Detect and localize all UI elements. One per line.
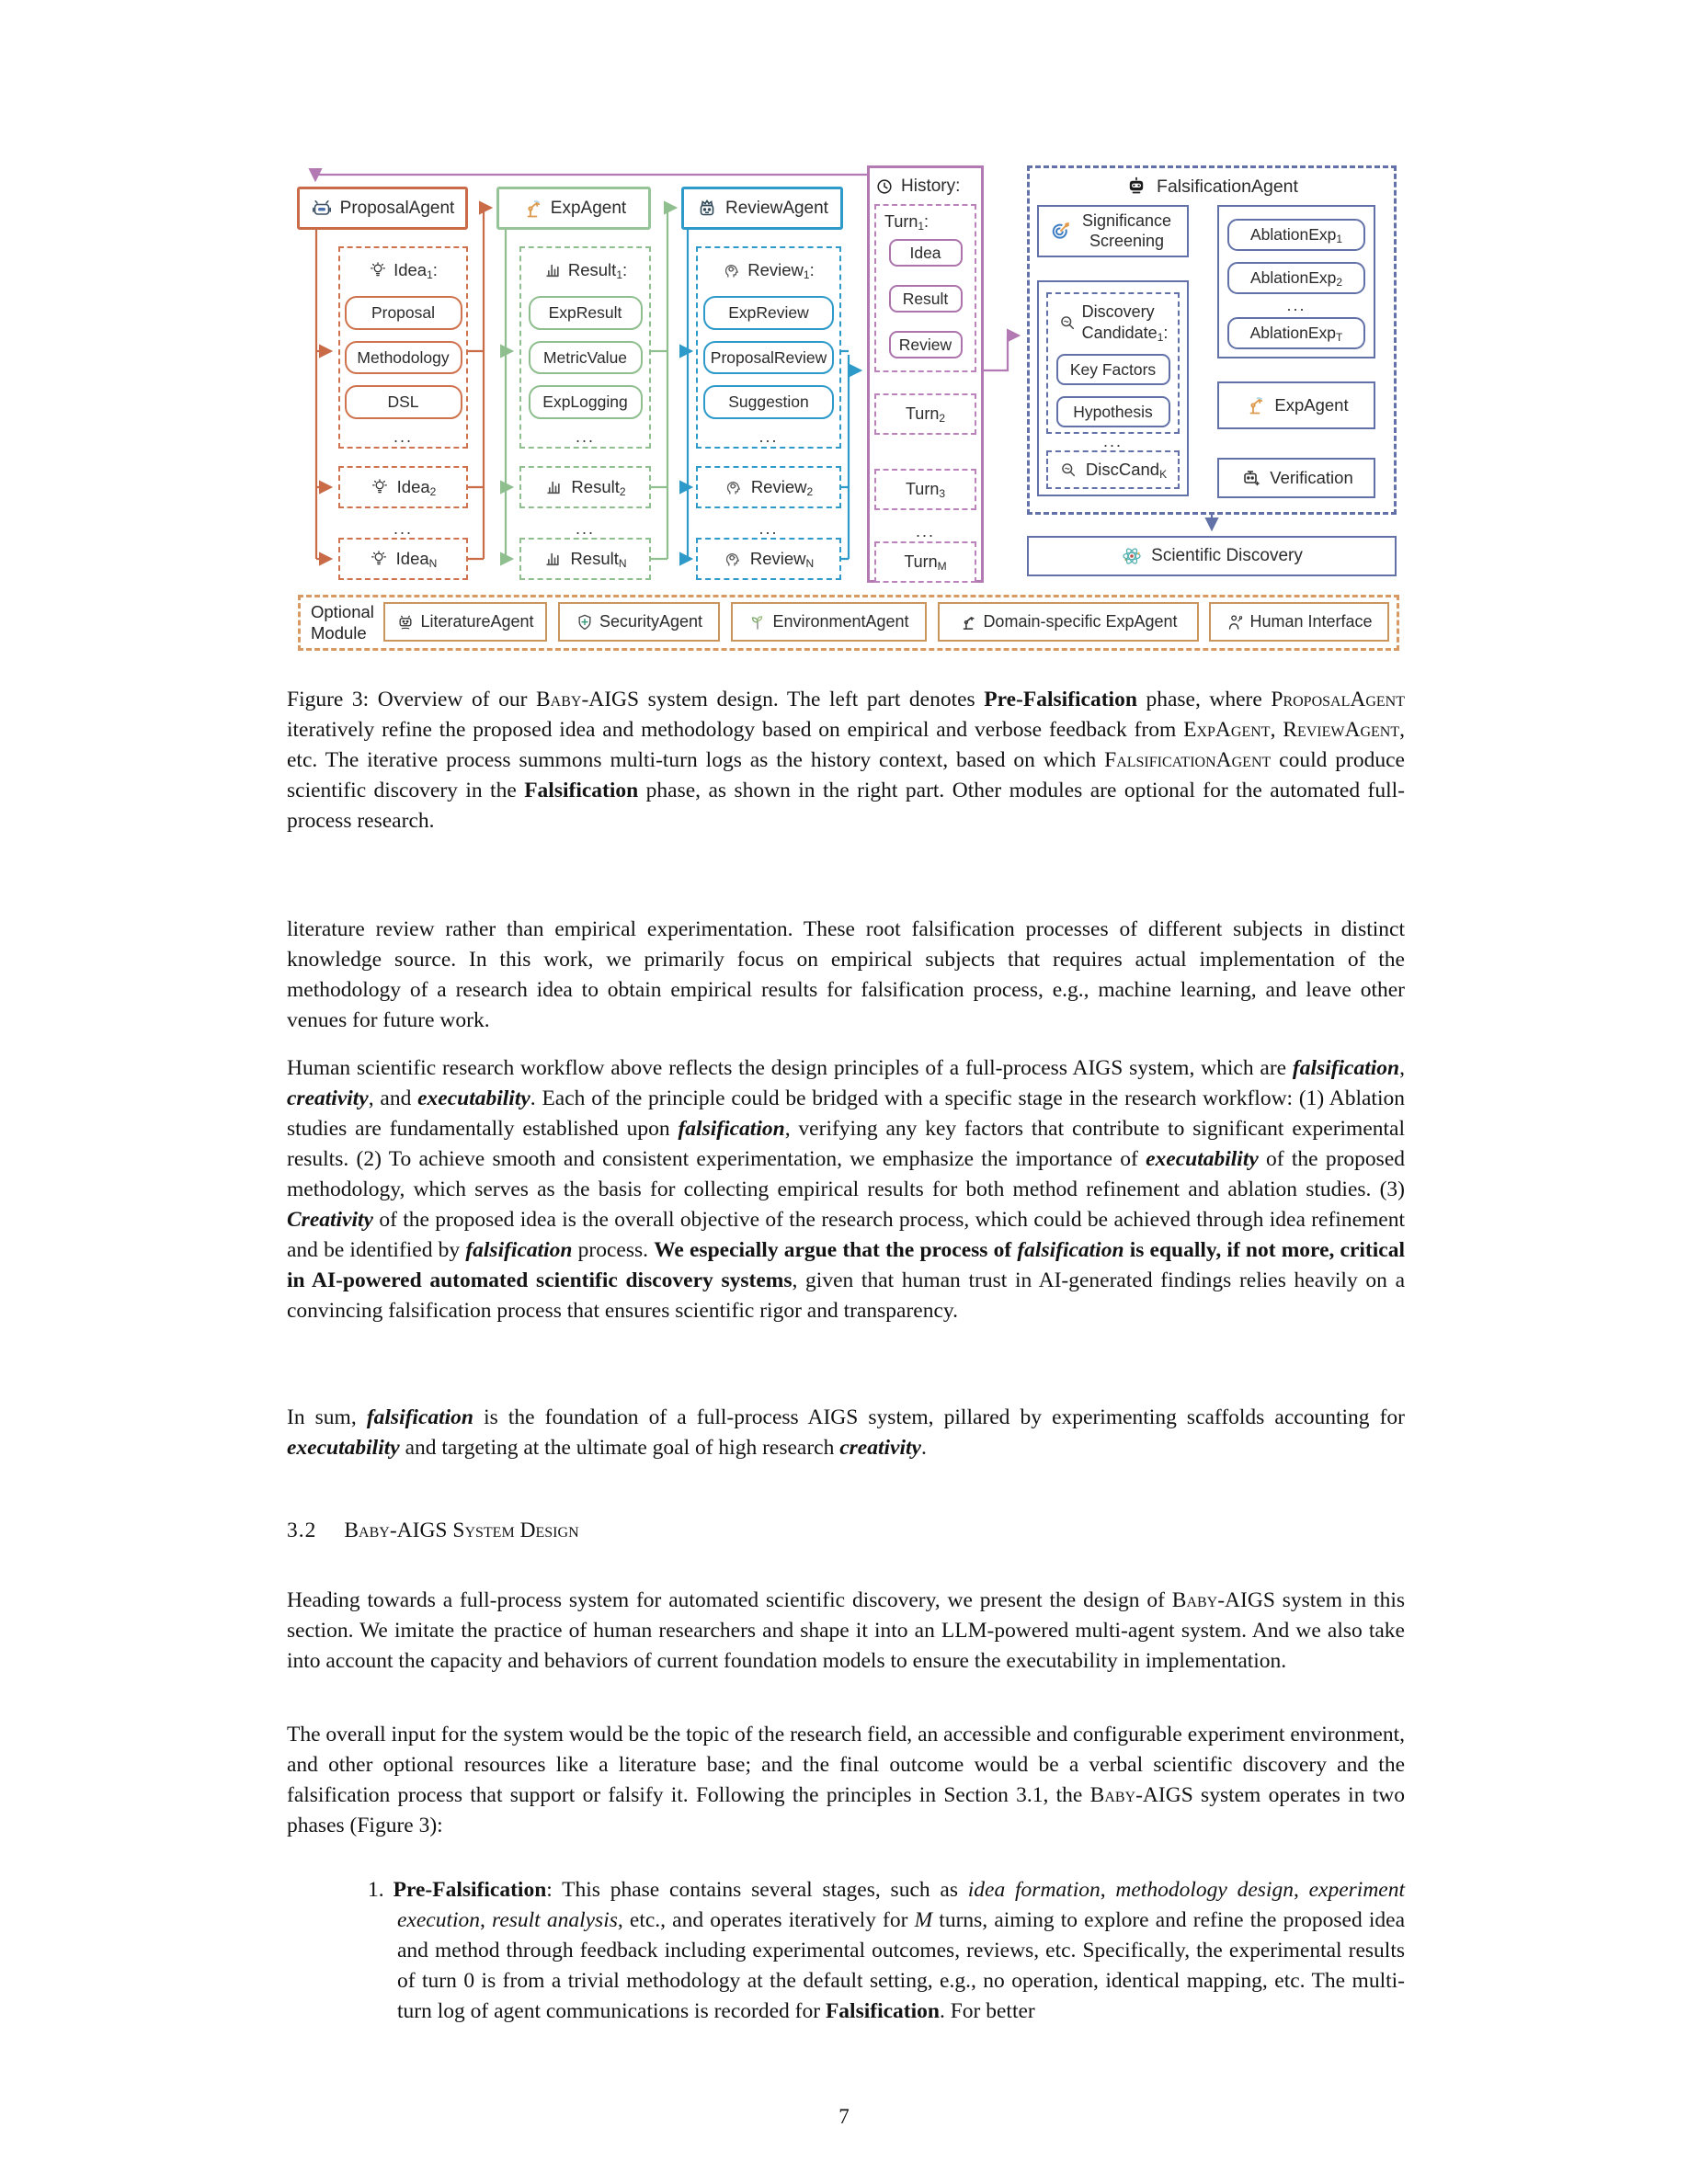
scientific-discovery-label: Scientific Discovery — [1151, 546, 1303, 565]
robot-arm-icon — [521, 198, 543, 220]
literature-robot-icon — [396, 613, 415, 631]
ablation-container — [1217, 205, 1375, 358]
human-interface-module — [1209, 602, 1389, 642]
head-gear-icon — [723, 261, 741, 279]
robot-arm-dark-icon — [959, 613, 977, 631]
exp-agent-header — [496, 187, 651, 230]
paragraph-3: In sum, falsification is the foundation of a full-process AIGS system, pillared by experimenting scaffolds accounting for executability and targeting at the ultimate goal of high research creativity. — [287, 1405, 1406, 1460]
idea1-label: Idea$_1$: — [393, 260, 438, 281]
candidate-ellipsis: ... — [1102, 432, 1123, 450]
figure-caption: Figure 3: Overview of our Baby-AIGS system design. The left part denotes Pre-Falsification phase, where ProposalAgent iteratively refine the proposed idea and methodology based on empirical and verbose feedback from ExpAgent, ReviewAgent, etc. The iterative process summons multi-turn logs as the history context, based on which FalsificationAgent could produce scientific discovery in the Falsification phase, as shown in the right part. Other modules are optional for the automated full-process research. — [287, 688, 1406, 833]
suggestion-box: Suggestion — [703, 385, 834, 419]
magnifier-icon — [1059, 461, 1078, 479]
scientific-discovery-bar — [1027, 536, 1397, 576]
history-review-box: Review — [889, 331, 963, 358]
target-icon — [1049, 221, 1071, 243]
idea-group-1 — [338, 246, 468, 449]
idea-group-n — [338, 538, 468, 580]
idea-group-2 — [338, 466, 468, 508]
history-title: History: — [901, 176, 961, 196]
falsification-expagent-label: ExpAgent — [1274, 395, 1349, 415]
disccandk-label: DiscCand$_K$ — [1059, 460, 1167, 480]
head-gear-icon — [724, 550, 742, 568]
result-group-n — [519, 538, 651, 580]
verification-label: Verification — [1270, 468, 1353, 487]
review2-label: Review$_2$ — [724, 468, 813, 506]
section-title: Baby-AIGS System Design — [344, 1519, 579, 1542]
reviewn-label: Review$_N$ — [724, 540, 814, 578]
history-idea-box: Idea — [889, 239, 963, 267]
head-gear-icon — [724, 478, 743, 496]
verification-robot-icon — [1239, 467, 1261, 489]
proposal-box: Proposal — [345, 296, 462, 330]
review1-label-row — [723, 256, 815, 285]
history-title-row — [867, 173, 984, 200]
verification-box — [1217, 458, 1375, 498]
history-result-box: Result — [889, 285, 963, 313]
section-heading — [287, 1519, 1405, 1543]
paragraph-2: Human scientific research workflow above reflects the design principles of a full-process AIGS system, which are falsification, creativity, and executability. Each of the principle could be bridged with a specific stage in the research workflow: (1) Ablation studies are fundamentally established upon falsification, verifying any key factors that contribute to significant experimental results. (2) To achieve smooth and consistent experimentation, we emphasize the importance of executability of the proposed methodology, which serves as the basis for collecting empirical results for both method refinement and ablation studies. (3) Creativity of the proposed idea is the overall objective of the research process, which could be achieved through idea refinement and be identified by falsification process. We especially argue that the process of falsification is equally, if not more, critical in AI-powered automated scientific discovery systems, given that human trust in AI-generated findings relies heavily on a convincing falsification process that ensures scientific rigor and transparency. — [287, 1056, 1406, 1323]
atom-icon — [1121, 545, 1143, 567]
sprout-icon — [748, 613, 767, 631]
proposalreview-box: ProposalReview — [703, 341, 834, 375]
result1-label: Result$_1$: — [567, 260, 628, 281]
list-number: 1. — [368, 1878, 384, 1902]
idea2-label: Idea$_2$ — [371, 468, 437, 506]
idea-mid-ellipsis: ... — [393, 519, 413, 538]
explogging-box: ExpLogging — [529, 385, 643, 419]
ablation-ellipsis: ... — [1286, 296, 1306, 314]
literature-agent-module — [383, 602, 547, 642]
human-interface-label: Human Interface — [1249, 612, 1373, 631]
review-agent-header — [681, 187, 843, 230]
environment-agent-module — [731, 602, 927, 642]
key-factors-box: Key Factors — [1056, 354, 1170, 385]
falsification-title-row — [1027, 173, 1397, 200]
figure-3-diagram — [283, 147, 1405, 662]
idea1-label-row — [369, 256, 438, 285]
turn3-box: Turn$_3$ — [874, 469, 976, 510]
review1-ellipsis: ... — [758, 427, 779, 447]
turn1-box — [874, 204, 976, 372]
literature-agent-label: LiteratureAgent — [420, 612, 534, 631]
lightbulb-icon — [370, 550, 388, 568]
result1-ellipsis: ... — [575, 427, 595, 447]
expresult-box: ExpResult — [529, 296, 643, 330]
paragraph-1: literature review rather than empirical experimentation. These root falsification processes of different subjects in distinct knowledge source. In this work, we primarily focus on empirical subjects that requires actual implementation of the methodology of a research idea to obtain empirical results for falsification process, e.g., machine learning, and leave other venues for future work. — [287, 917, 1405, 1032]
turnm-box: Turn$_M$ — [874, 541, 976, 583]
falsification-title: FalsificationAgent — [1157, 176, 1298, 197]
turn1-label: Turn$_1$: — [884, 212, 930, 233]
result-group-1 — [519, 246, 651, 449]
lightbulb-icon — [369, 261, 387, 279]
idea1-ellipsis: ... — [393, 427, 413, 447]
hypothesis-box: Hypothesis — [1056, 396, 1170, 427]
result-group-2 — [519, 466, 651, 508]
methodology-box: Methodology — [345, 341, 462, 375]
proposal-agent-title: ProposalAgent — [339, 198, 455, 218]
discovery-candidate1-box — [1046, 292, 1180, 434]
turn2-box: Turn$_2$ — [874, 393, 976, 435]
domain-expagent-label: Domain-specific ExpAgent — [983, 612, 1178, 631]
exp-agent-title: ExpAgent — [550, 198, 627, 218]
magnifier-icon — [1058, 313, 1077, 332]
review-group-n — [696, 538, 841, 580]
proposal-agent-header — [297, 187, 468, 230]
paragraph-5: The overall input for the system would be the topic of the research field, an accessible and configurable experiment environment, and other optional resources like a literature base; and the final outcome would be a verbal scientific discovery and the falsification process that support or falsify it. Following the principles in Section 3.1, the Baby-AIGS system operates in two phases (Figure 3): — [287, 1723, 1405, 1837]
result-mid-ellipsis: ... — [575, 519, 595, 538]
result2-label: Result$_2$ — [544, 468, 625, 506]
security-agent-module — [558, 602, 720, 642]
result1-label-row — [543, 256, 627, 285]
idean-label: Idea$_N$ — [370, 540, 438, 578]
robot-arm-icon — [1244, 394, 1266, 416]
security-agent-label: SecurityAgent — [599, 612, 703, 631]
discovery-candidate1-label: Discovery Candidate$_1$: — [1058, 294, 1169, 343]
list-item-1 — [287, 1875, 1405, 2027]
environment-agent-label: EnvironmentAgent — [772, 612, 909, 631]
bar-chart-icon — [543, 261, 562, 279]
ablation-exp1-box: AblationExp$_1$ — [1227, 219, 1365, 251]
review1-label: Review$_1$: — [747, 260, 815, 281]
paragraph-4: Heading towards a full-process system for automated scientific discovery, we present the design of Baby-AIGS system in this section. We imitate the practice of human researchers and shape it into an LLM-powered multi-agent system. And we also take into account the capacity and behaviors of current foundation models to ensure the executability in implementation. — [287, 1588, 1405, 1673]
bar-chart-icon — [543, 550, 562, 568]
falsification-robot-icon — [1125, 176, 1147, 198]
shield-plus-icon — [576, 613, 594, 631]
ablation-expt-box: AblationExp$_T$ — [1227, 317, 1365, 349]
resultn-label: Result$_N$ — [543, 540, 626, 578]
significance-screening-label: Significance Screening — [1081, 210, 1172, 250]
list-text: Pre-Falsification: This phase contains several stages, such as idea formation, methodology design, experiment execution, result analysis, etc., and operates iteratively for M turns, aiming to explore and refine the proposed idea and method through feedback including experimental outcomes, reviews, etc. Specifically, the experimental results of turn 0 is from a trivial methodology at the default setting, e.g., no operation, identical mapping, etc. The multi-turn log of agent communications is recorded for Falsification. For better — [393, 1878, 1406, 2023]
history-ellipsis: ... — [915, 522, 935, 540]
review-robot-icon — [696, 198, 718, 220]
review-agent-title: ReviewAgent — [725, 198, 828, 218]
optional-module-label: Optional Module — [311, 602, 374, 643]
section-number: 3.2 — [287, 1519, 317, 1542]
dsl-box: DSL — [345, 385, 462, 419]
falsification-expagent-box — [1217, 381, 1375, 429]
expreview-box: ExpReview — [703, 296, 834, 330]
disccandk-box — [1046, 450, 1180, 489]
lightbulb-icon — [371, 478, 389, 496]
bar-chart-icon — [544, 478, 563, 496]
page-number: 7 — [838, 2105, 850, 2128]
domain-expagent-module — [938, 602, 1199, 642]
review-group-2 — [696, 466, 841, 508]
review-group-1 — [696, 246, 841, 449]
metricvalue-box: MetricValue — [529, 341, 643, 375]
ablation-exp2-box: AblationExp$_2$ — [1227, 262, 1365, 294]
review-mid-ellipsis: ... — [758, 519, 779, 538]
person-icon — [1226, 613, 1244, 631]
proposal-robot-icon — [311, 198, 333, 220]
clock-icon — [875, 177, 894, 196]
significance-screening-box — [1037, 205, 1189, 257]
